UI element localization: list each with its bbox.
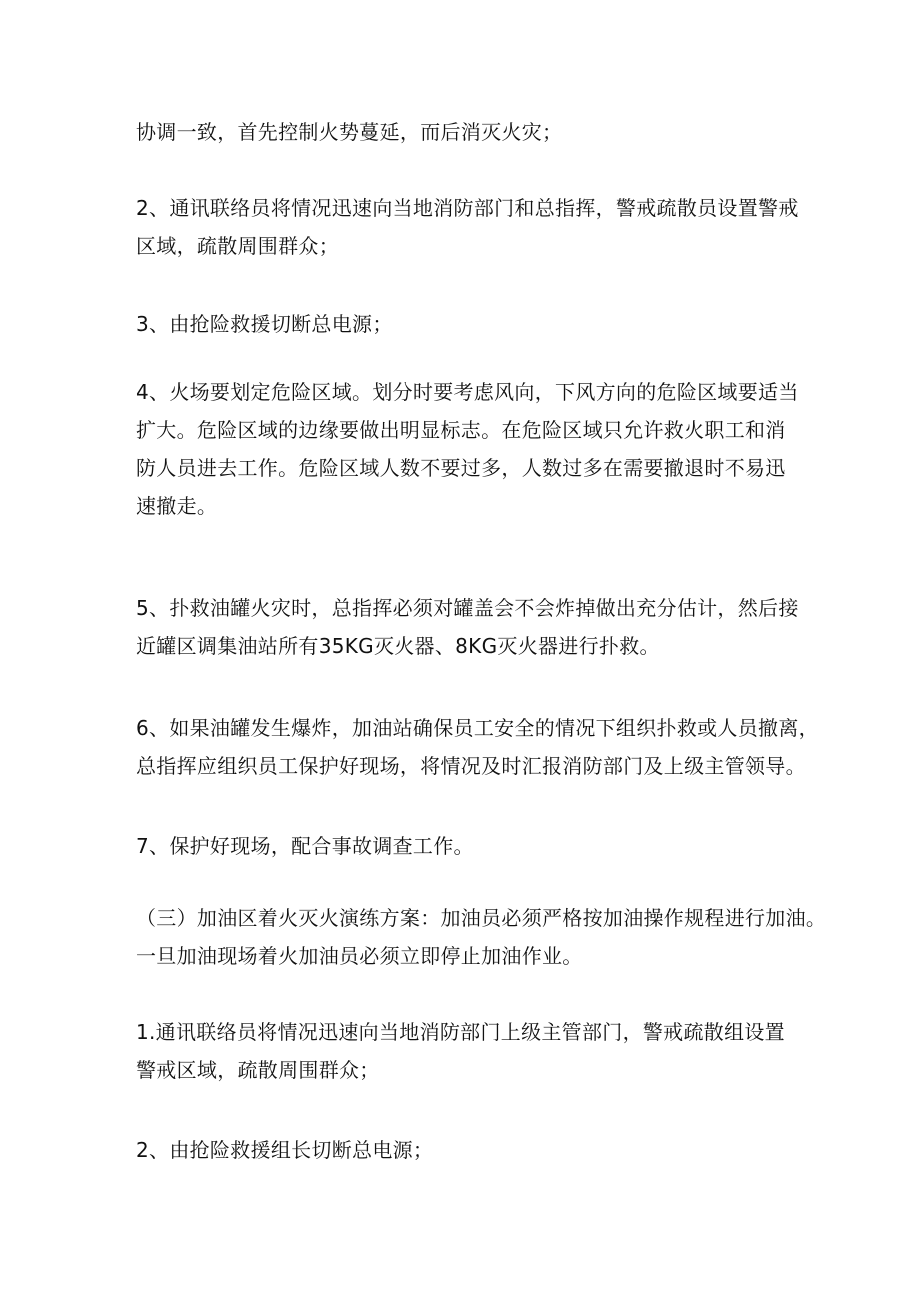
paragraph-line: 3、由抢险救援切断总电源； [136, 312, 393, 336]
paragraph-line: 防人员进去工作。危险区域人数不要过多，人数过多在需要撤退时不易迅 [136, 456, 786, 480]
paragraph-8 [136, 899, 827, 975]
paragraph-5 [136, 589, 799, 665]
paragraph-line: （三）加油区着火灭火演练方案：加油员必须严格按加油操作规程进行加油。 [136, 906, 827, 930]
paragraph-line: 7、保护好现场，配合事故调查工作。 [136, 834, 474, 858]
paragraph-line: 区域，疏散周围群众； [136, 234, 339, 258]
paragraph-line: 4、火场要划定危险区域。划分时要考虑风向，下风方向的危险区域要适当 [136, 380, 799, 404]
paragraph-2 [136, 189, 799, 265]
paragraph-line: 总指挥应组织员工保护好现场，将情况及时汇报消防部门及上级主管领导。 [136, 754, 806, 778]
paragraph-1 [136, 113, 796, 151]
paragraph-line: 近罐区调集油站所有35KG灭火器、8KG灭火器进行扑救。 [136, 634, 660, 658]
paragraph-10 [136, 1131, 796, 1169]
paragraph-line: 扩大。危险区域的边缘要做出明显标志。在危险区域只允许救火职工和消 [136, 418, 786, 442]
paragraph-line: 1.通讯联络员将情况迅速向当地消防部门上级主管部门，警戒疏散组设置 [136, 1020, 785, 1044]
paragraph-line: 2、通讯联络员将情况迅速向当地消防部门和总指挥，警戒疏散员设置警戒 [136, 196, 799, 220]
paragraph-3 [136, 305, 796, 343]
paragraph-line: 2、由抢险救援组长切断总电源； [136, 1138, 434, 1162]
paragraph-line: 5、扑救油罐火灾时，总指挥必须对罐盖会不会炸掉做出充分估计，然后接 [136, 596, 799, 620]
paragraph-line: 一旦加油现场着火加油员必须立即停止加油作业。 [136, 944, 583, 968]
paragraph-line: 警戒区域，疏散周围群众； [136, 1058, 380, 1082]
paragraph-line: 协调一致，首先控制火势蔓延，而后消灭火灾； [136, 120, 563, 144]
paragraph-6 [136, 709, 819, 785]
paragraph-line: 6、如果油罐发生爆炸，加油站确保员工安全的情况下组织扑救或人员撤离， [136, 716, 819, 740]
paragraph-7 [136, 827, 796, 865]
paragraph-4 [136, 373, 799, 525]
paragraph-line: 速撤走。 [136, 494, 218, 518]
paragraph-9 [136, 1013, 796, 1089]
